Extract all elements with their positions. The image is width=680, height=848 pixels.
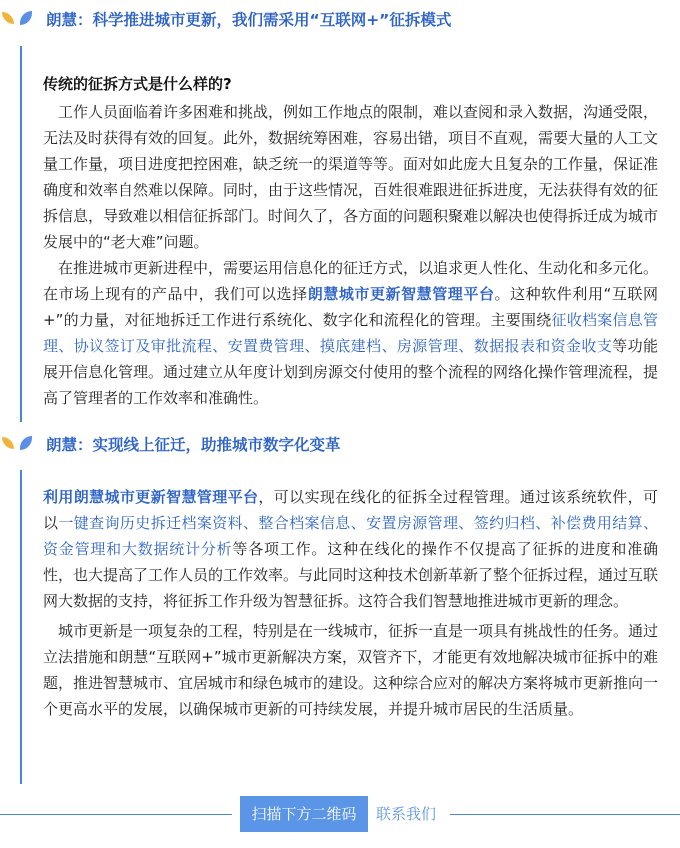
- section1-divider: [20, 46, 22, 422]
- feature-list: 一键查询历史拆迁档案资料、整合档案信息、安置房源管理、签约归档、补偿费用结算、资金管理和大数据统计分析: [43, 514, 658, 558]
- footer-line-right: [450, 814, 680, 815]
- p2-text-e: 等功能展开信息化管理。通过建立从年度计划到房源交付使用的整个流程的网络化操作管理流程，提高了管理者的工作效率和准确性。: [43, 337, 659, 407]
- leaf-icon: [20, 436, 32, 450]
- leaf-icon: [20, 11, 32, 25]
- contact-us-link[interactable]: 联系我们: [376, 805, 437, 823]
- section1-title: 朗慧：科学推进城市更新，我们需采用“互联网+”征拆模式: [46, 11, 452, 29]
- leaf-icon: [2, 437, 14, 449]
- section1-question: 传统的征拆方式是什么样的?: [43, 75, 232, 93]
- p1-text-b: ，可以实现在线化的征拆全过程管理。通过该系统软件，可以: [43, 488, 658, 532]
- section2-header: [0, 433, 680, 459]
- feature-list: 征收档案信息管理、协议签订及审批流程、安置费管理、摸底建档、房源管理、数据报表和资金收支: [43, 311, 658, 355]
- p1-text-d: 等各项工作。这种在线化的操作不仅提高了征拆的进度和准确性，也大提高了工作人员的工作效率。与此同时这种技术创新革新了整个征拆过程，通过互联网大数据的支持，将征拆工作升级为智慧征拆。这符合我们智慧地推进城市更新的理念。: [43, 540, 659, 610]
- platform-name: 朗慧城市更新智慧管理平台: [307, 285, 495, 303]
- scan-qr-button[interactable]: 扫描下方二维码: [240, 796, 368, 832]
- section1-header: [0, 8, 680, 34]
- platform-name: 利用朗慧城市更新智慧管理平台: [43, 488, 259, 506]
- section1-paragraph-2: [43, 255, 658, 411]
- section2-title: 朗慧：实现线上征迁，助推城市数字化变革: [46, 436, 341, 454]
- section2-paragraph-1: [43, 484, 658, 614]
- footer-line-left: [0, 814, 232, 815]
- section2-body: [43, 484, 658, 722]
- section2-divider: [20, 470, 22, 784]
- leaf-icon: [2, 12, 14, 24]
- section1-body: [43, 71, 658, 411]
- p2-text-c: 。这种软件利用“互联网+”的力量，对征地拆迁工作进行系统化、数字化和流程化的管理。主要围绕: [43, 285, 658, 329]
- section1-paragraph-1: 工作人员面临着许多困难和挑战，例如工作地点的限制，难以查阅和录入数据，沟通受限，无法及时获得有效的回复。此外，数据统筹困难，容易出错，项目不直观，需要大量的人工文量工作量，项目进度把控困难，缺乏统一的渠道等等。面对如此庞大且复杂的工作量，保证准确度和效率自然难以保障。同时，由于这些情况，百姓很难跟进征拆进度，无法获得有效的征拆信息，导致难以相信征拆部门。时间久了，各方面的问题积聚难以解决也使得拆迁成为城市发展中的“老大难”问题。: [43, 103, 659, 251]
- section2-paragraph-2: 城市更新是一项复杂的工程，特别是在一线城市，征拆一直是一项具有挑战性的任务。通过立法措施和朗慧“互联网+”城市更新解决方案，双管齐下，才能更有效地解决城市征拆中的难题，推进智慧城市、宜居城市和绿色城市的建设。这种综合应对的解决方案将城市更新推向一个更高水平的发展，以确保城市更新的可持续发展，并提升城市居民的生活质量。: [43, 622, 659, 718]
- p2-text-a: 在推进城市更新进程中，需要运用信息化的征迁方式，以追求更人性化、生动化和多元化。在市场上现有的产品中，我们可以选择: [43, 259, 659, 303]
